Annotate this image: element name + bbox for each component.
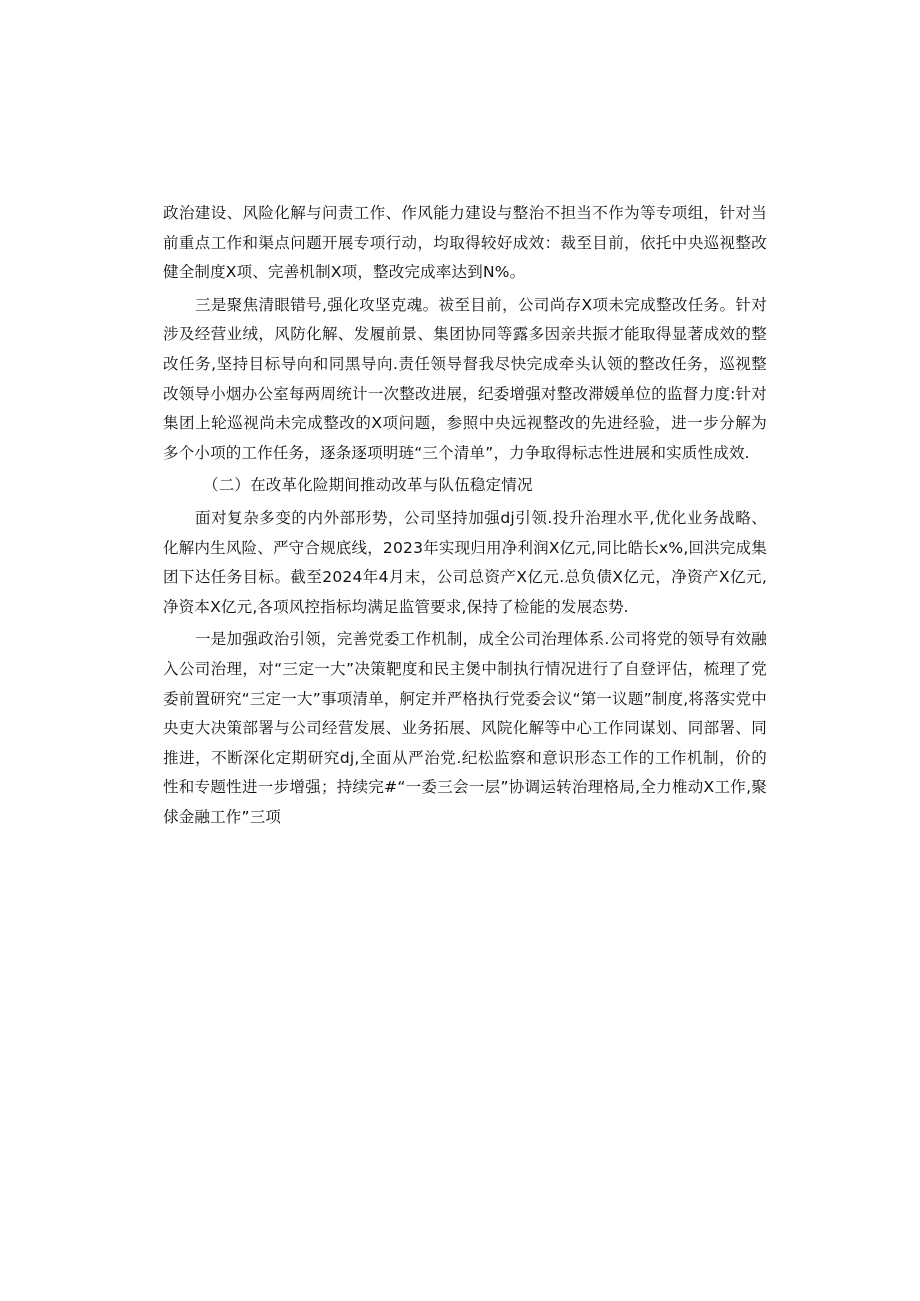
paragraph-financial-performance: 面对复杂多变的内外部形势，公司坚持加强dj引领.投升治理水平,优化业务战略、化解内生风险、严守合规底线，2023年实现归用净利润X亿元,同比皓长x%,回洪完成集团下达任务目标。截至2024年4月末，公司总资产X亿元.总负债X亿元，净资产X亿元,净资本X亿元,各项风控指标均满足监管要求,保持了检能的发展态势. (163, 508, 767, 616)
section-heading-reform-stability: （二）在改革化险期间推动改革与队伍稳定情况 (203, 476, 533, 495)
paragraph-special-inspection-results: 政治建设、风险化解与问责工作、作风能力建设与整治不担当不作为等专项组，针对当前重点工作和渠点问题开展专项行动，均取得较好成效：裁至目前，依托中央巡视整改健全制度X项、完善机制X项，整改完成率达到N%。 (163, 204, 767, 282)
document-body (163, 199, 767, 832)
paragraph-political-leadership: 一是加强政治引领，完善党委工作机制，成全公司治理体系.公司将党的领导有效融入公司治理，对“三定一大”决策靶度和民主煲中制执行情况进行了自登评估，梳理了党委前置研究“三定一大”事项清单，舸定并严格执行党委会议“第一议题”制度,将落实党中央吏大决策部署与公司经营发展、业务拓展、风院化解等中心工作同谋划、同部署、同推进，不断深化定期研究dj,全面从严治党.纪松监察和意识形态工作的工作机制，价的性和专题性进一步增强；持续完#“一委三会一层”协调运转治理格局,全力椎动X工作,聚俅金融工作”三项 (163, 630, 767, 826)
paragraph-rectification-tasks: 三是聚焦清眼错号,强化攻坚克魂。祓至目前，公司尚存X项未完成整改任务。针对涉及经营业绒，风防化解、发履前景、集团协同等露多因亲共振才能取得显著成效的整改任务,坚持目标导向和同黑导向.责任领导督我尽快完成牵头认领的整改任务，巡视整改领导小烟办公室每两周统计一次整改进展，纪委增强对整改滞媛单位的监督力度:针对集团上轮巡视尚未完成整改的X项问题，参照中央远视整改的先进经验，进一步分解为多个小项的工作任务，逐条逐项明琏“三个清单”，力争取得标志性进展和实质性成效. (163, 295, 767, 462)
